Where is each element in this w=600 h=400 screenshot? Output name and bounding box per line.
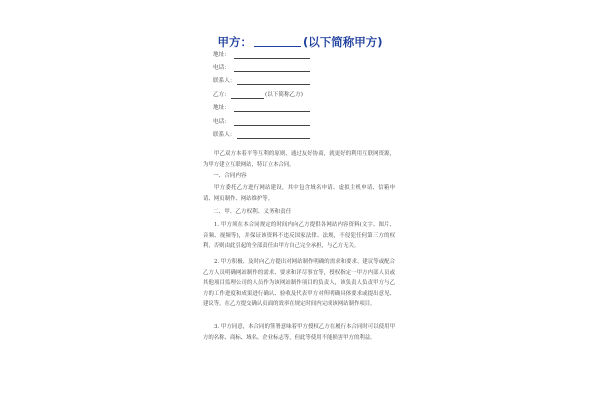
- title-suffix: (以下简称甲方): [302, 35, 383, 49]
- party-b-phone-label: 电话：: [213, 119, 230, 125]
- party-b-address-label: 地址：: [213, 105, 230, 111]
- section-1-text: 甲方委托乙方进行网站建设，其中包含域名申请、虚拟主机申请、信箱申请、网页制作、网站维护等。: [203, 185, 395, 202]
- section-1-heading: 一、合同内容: [213, 173, 247, 179]
- party-a-phone-label: 电话：: [213, 65, 230, 71]
- intro-paragraph: 甲乙双方本着平等互利的原则，通过友好协商，就更好的利用互联网资源，为甲方建立互联网站，特订立本合同。: [203, 151, 395, 168]
- party-b-label: 乙方：: [213, 92, 230, 98]
- document-title: [0, 34, 600, 50]
- party-a-address-label: 地址：: [213, 52, 230, 58]
- party-b-contact-label: 联系人：: [213, 132, 236, 138]
- section-2-item-3: 3. 甲方同意，本合同的签署意味着甲方授权乙方在履行本合同时可以使用甲方的名称、商标、域名、企业标志等，但此等使用不能损害甲方的利益。: [203, 324, 395, 341]
- party-b-line: [231, 98, 264, 99]
- section-2-item-2: 2. 甲方积极、及时向乙方提出对网站制作明确的需求和要求、建议等或配合乙方人员明确网站制作的需求、要求和详尽事宜等，授权指定一甲方内部人员或其他项目监理公司的人员作为该网站制作项目的负责人，该负责人负责甲方与乙方的工作进度和成果进行确认、验收及代表甲方对所明确具体要求或提出意见、建议等，在乙方提交确认页面的效率在规定时间内完成该网站制作项目。: [203, 259, 395, 308]
- party-b-suffix: (以下简称乙方): [265, 92, 303, 98]
- title-blank: [254, 35, 301, 47]
- party-a-contact-line: [237, 84, 310, 85]
- section-2-item-1: 1. 甲方须在本合同规定的时间内向乙方提供各网站内容资料(文字、图片、音频、视频等)，并保证该资料不违反国家法律、法规，不侵犯任何第三方的权利，否则由此引起的全部责任由甲方自己完全承担，与乙方无关。: [203, 222, 395, 250]
- party-b-contact-line: [237, 138, 310, 139]
- title-prefix: 甲方：: [217, 35, 252, 49]
- party-b-phone-line: [234, 125, 310, 126]
- party-a-contact-label: 联系人：: [213, 78, 236, 84]
- section-2-heading: 二、甲、乙方权利、义务和责任: [213, 209, 292, 215]
- party-b-address-line: [234, 111, 310, 112]
- party-a-address-line: [234, 58, 310, 59]
- party-a-phone-line: [234, 71, 310, 72]
